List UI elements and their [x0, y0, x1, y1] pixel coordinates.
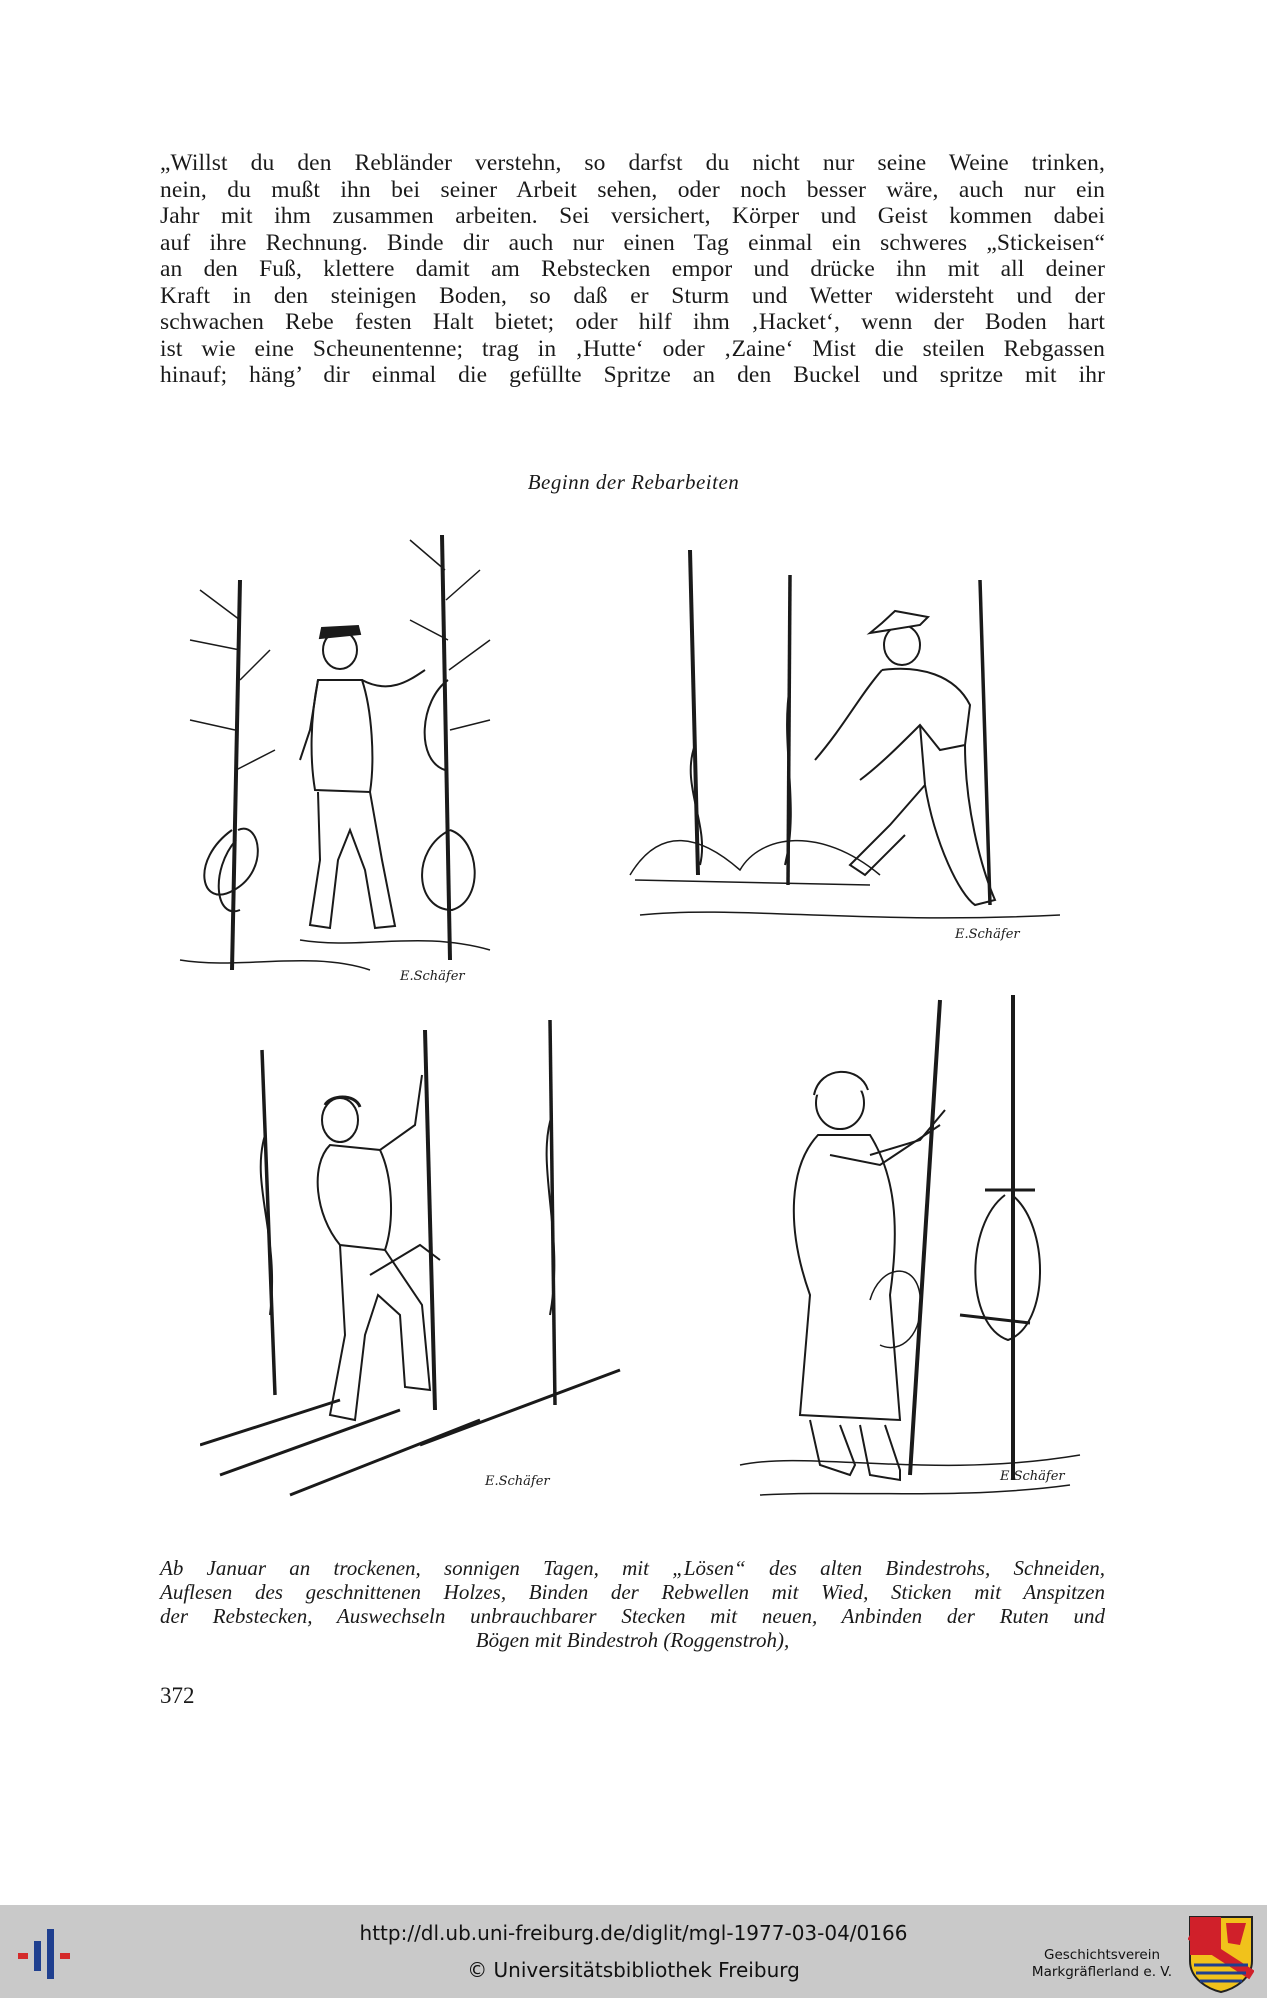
society-line-2: Markgräflerland e. V.: [1031, 1964, 1173, 1980]
body-line: Kraft in den steinigen Boden, so daß er Sturm und Wetter widersteht und der: [160, 282, 1105, 309]
body-line: hinauf; häng’ dir einmal die gefüllte Spritze an den Buckel und spritze mit ihr: [160, 362, 1105, 388]
illustration-staking: [200, 1015, 640, 1515]
society-line-1: Geschichtsverein: [1044, 1947, 1160, 1963]
body-line: nein, du mußt ihn bei seiner Arbeit sehen, oder noch besser wäre, auch nur ein: [160, 176, 1105, 203]
caption-line: der Rebstecken, Auswechseln unbrauchbarer Stecken mit neuen, Anbinden der Ruten und: [160, 1604, 1105, 1628]
signature: E.Schäfer: [955, 927, 1020, 942]
society-name: [1022, 1947, 1182, 1981]
body-line: schwachen Rebe festen Halt bietet; oder hilf ihm ‚Hacket‘, wenn der Boden hart: [160, 309, 1105, 335]
body-line: auf ihre Rechnung. Binde dir auch nur einen Tag einmal ein schweres „Stickeisen“: [160, 229, 1105, 256]
document-url-link[interactable]: http://dl.ub.uni-freiburg.de/diglit/mgl-1977-03-04/0166: [359, 1921, 908, 1945]
caption-line: Ab Januar an trockenen, sonnigen Tagen, mit „Lösen“ des alten Bindestrohs, Schneiden,: [160, 1556, 1105, 1580]
page-number: 372: [160, 1683, 195, 1708]
illustration-pruning: [160, 530, 505, 990]
body-text: [160, 150, 1105, 389]
caption-line: Auflesen des geschnittenen Holzes, Binden der Rebwellen mit Wied, Sticken mit Anspitzen: [160, 1580, 1105, 1604]
body-line: Jahr mit ihm zusammen arbeiten. Sei versichert, Körper und Geist kommen dabei: [160, 203, 1105, 229]
footer-bar: [0, 1905, 1267, 1998]
illustration-binding: [730, 995, 1090, 1520]
signature: E.Schäfer: [485, 1474, 550, 1489]
body-line: an den Fuß, klettere damit am Rebstecken empor und drücke ihn mit all deiner: [160, 256, 1105, 282]
signature: E.Schäfer: [400, 969, 465, 984]
coat-of-arms-icon[interactable]: [1188, 1915, 1254, 1997]
body-line: ist wie eine Scheunentenne; trag in ‚Hutte‘ oder ‚Zaine‘ Mist die steilen Rebgassen: [160, 335, 1105, 362]
illustration-bundling: [620, 545, 1080, 955]
signature: E.Schäfer: [1000, 1469, 1065, 1484]
figure-caption: [160, 1556, 1105, 1652]
figure-title: Beginn der Rebarbeiten: [527, 470, 740, 494]
body-line: „Willst du den Rebländer verstehn, so darfst du nicht nur seine Weine trinken,: [160, 150, 1105, 176]
copyright-text: © Universitätsbibliothek Freiburg: [467, 1958, 800, 1982]
caption-line: Bögen mit Bindestroh (Roggenstroh),: [475, 1628, 790, 1652]
